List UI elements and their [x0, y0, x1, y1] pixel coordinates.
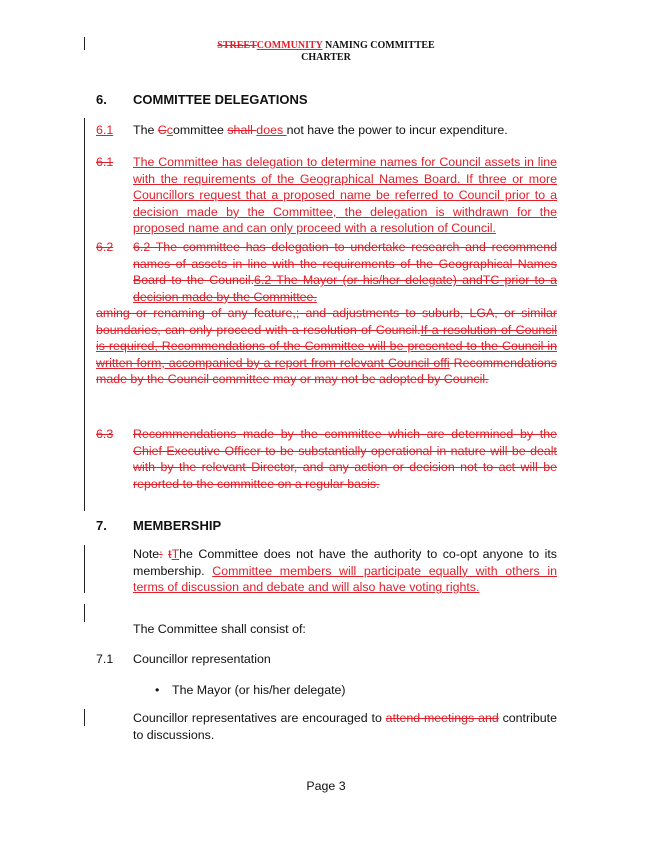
clause-text: 6.2 The committee has delegation to undertake research and recommend names of assets in line with the requirements of the Geographical Names Board to the Council.6.2 The Mayor (or his/her delegate) andTC prior to a decision made by the Committee. — [133, 240, 557, 304]
clause-text: Recommendations made by the committee which are determined by the Chief Executive Officer to be substantially operational in nature will be dealt with by the relevant Director, and any action or decision not to act will be reported to the committee on a regular basis. — [133, 427, 557, 491]
header-title-inserted: COMMUNITY — [256, 40, 323, 51]
clause-text: The Committee has delegation to determine names for Council assets in line with the requirements of the Geographical Names Board. If three or more Councillors request that a proposed name be referred to Council prior to a decision made by the Committee, the delegation is withdrawn for the proposed name and can only proceed with a resolution of Council. — [133, 155, 557, 236]
clause-label: Councillor representation — [133, 652, 271, 666]
encourage-text: Councillor representatives are encouraged to attend meetings and contribute to discussions. — [133, 711, 557, 742]
membership-note: Note: tThe Committee does not have the authority to co-opt anyone to its membership. Committee members will participate equally with others in terms of discussion and debate and will also have voting rights. — [133, 547, 557, 595]
section-number: 6. — [96, 92, 107, 107]
page-number: Page 3 — [306, 779, 346, 793]
document-header — [0, 40, 652, 51]
bullet-item: The Mayor (or his/her delegate) — [172, 683, 346, 697]
change-bar — [84, 709, 85, 726]
change-bar — [84, 545, 85, 593]
header-subtitle: CHARTER — [301, 52, 351, 63]
section-number: 7. — [96, 518, 107, 533]
consist-text: The Committee shall consist of: — [133, 622, 306, 636]
change-bar — [84, 118, 85, 511]
clause-number: 6.1 — [96, 123, 114, 137]
clause-6-1: 6.1 The Ccommittee shall does not have the power to incur expenditure. — [96, 123, 508, 137]
bullet-icon: • — [155, 683, 160, 697]
clause-text: aming or renaming of any feature,; and adjustments to suburb, LGA, or similar boundaries, can only proceed with a resolution of Council.If a resolution of Council is required, Recommendations of the Committee will be presented to the Council in written form, accompanied by a report from relevant Council offi Recommendations made by the Council committee may or may not be adopted by Council. — [96, 306, 557, 387]
clause-number: 6.2 — [96, 240, 114, 254]
header-title: NAMING COMMITTEE — [322, 40, 435, 51]
section-heading: MEMBERSHIP — [133, 518, 222, 533]
clause-number: 6.3 — [96, 427, 114, 441]
header-title-deleted: STREET — [217, 40, 257, 51]
section-heading: COMMITTEE DELEGATIONS — [133, 92, 308, 107]
change-bar — [84, 604, 85, 622]
clause-number: 7.1 — [96, 652, 114, 666]
clause-number: 6.1 — [96, 155, 114, 169]
